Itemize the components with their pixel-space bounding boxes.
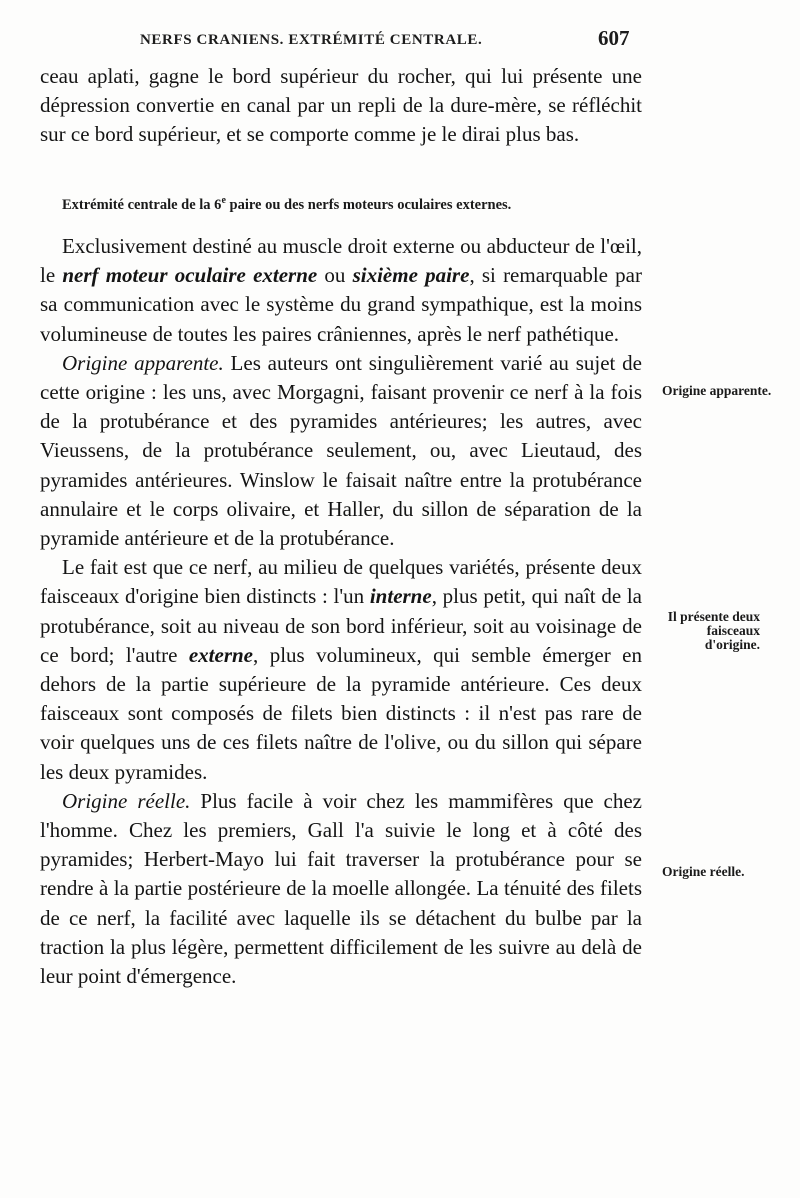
paragraph-origine-reelle bbox=[40, 787, 642, 991]
p2-term-nerf: nerf moteur oculaire externe bbox=[62, 263, 318, 288]
section-title bbox=[62, 195, 642, 214]
p4-text-a: Le fait est que ce nerf, au milieu de quelques variétés, présente deux faisceaux d'origine bien distincts : l'un bbox=[40, 555, 642, 609]
section-title-post: paire ou des nerfs moteurs oculaires externes. bbox=[225, 196, 512, 213]
margin-note-faisceaux: Il présente deux faisceaux d'origine. bbox=[667, 609, 760, 652]
p2-text-a: Exclusivement destiné au muscle droit externe ou abducteur de l'œil, le bbox=[40, 234, 642, 288]
p3-heading: Origine apparente. bbox=[62, 350, 224, 375]
main-text-block bbox=[40, 232, 642, 991]
margin-note-origine-apparente: Origine apparente. bbox=[662, 383, 772, 398]
p2-text-c: ou bbox=[317, 263, 353, 288]
paragraph-intro bbox=[40, 232, 642, 349]
p2-term-paire: sixième paire bbox=[352, 263, 470, 288]
p5-heading: Origine réelle. bbox=[62, 788, 191, 813]
section-title-pre: Extrémité centrale de la 6 bbox=[62, 196, 222, 213]
p4-text-e: , plus volumineux, qui semble émerger en dehors de la partie supérieure de la pyramide antérieure. Ces deux faisceaux sont composés de filets bien distincts : il n'est pas rare de voir quelques uns de ces filets naître de l'olive, ou du sillon qui sépare les deux pyramides. bbox=[40, 642, 642, 784]
p2-text-e: , si remarquable par sa communication avec le système du grand sympathique, est la moins volumineuse de toutes les paires crâniennes, après le nerf pathétique. bbox=[40, 263, 642, 346]
p4-term-externe: externe bbox=[188, 642, 254, 667]
p3-text: Les auteurs ont singulièrement varié au sujet de cette origine : les uns, avec Morgagni, faisant provenir ce nerf à la fois de la protubérance et des pyramides antérieures; les autres, avec Vieussens, de la protubérance seulement, ou, avec Lieutaud, des pyramides antérieures. Winslow le faisait naître entre la protubérance annulaire et le corps olivaire, et Haller, du sillon de séparation de la pyramide antérieure et de la protubérance. bbox=[40, 350, 642, 551]
margin-note-origine-reelle: Origine réelle. bbox=[662, 864, 745, 879]
paragraph-origine-apparente bbox=[40, 349, 642, 553]
paragraph-continuation: ceau aplati, gagne le bord supérieur du rocher, qui lui présente une dépression convertie en canal par un repli de la dure-mère, se réfléchit sur ce bord supérieur, et se comporte comme je le dirai plus bas. bbox=[40, 64, 642, 147]
paragraph-faisceaux bbox=[40, 553, 642, 787]
running-title: NERFS CRANIENS. EXTRÉMITÉ CENTRALE. bbox=[140, 32, 483, 48]
p4-term-interne: interne bbox=[369, 584, 432, 609]
continuation-block bbox=[40, 62, 642, 150]
page-number: 607 bbox=[598, 26, 630, 50]
p5-text: Plus facile à voir chez les mammifères que chez l'homme. Chez les premiers, Gall l'a suivie le long et à côté des pyramides; Herbert-Mayo lui fait traverser la protubérance pour se rendre à la partie postérieure de la moelle allongée. La ténuité des filets de ce nerf, la facilité avec laquelle ils se détachent du bulbe par la traction la plus légère, permettent difficilement de les suivre au delà de leur point d'émergence. bbox=[40, 788, 642, 989]
section-title-sup: e bbox=[221, 195, 226, 206]
p4-text-c: , plus petit, qui naît de la protubérance, soit au niveau de son bord inférieur, soit au voisinage de ce bord; l'autre bbox=[40, 584, 642, 667]
